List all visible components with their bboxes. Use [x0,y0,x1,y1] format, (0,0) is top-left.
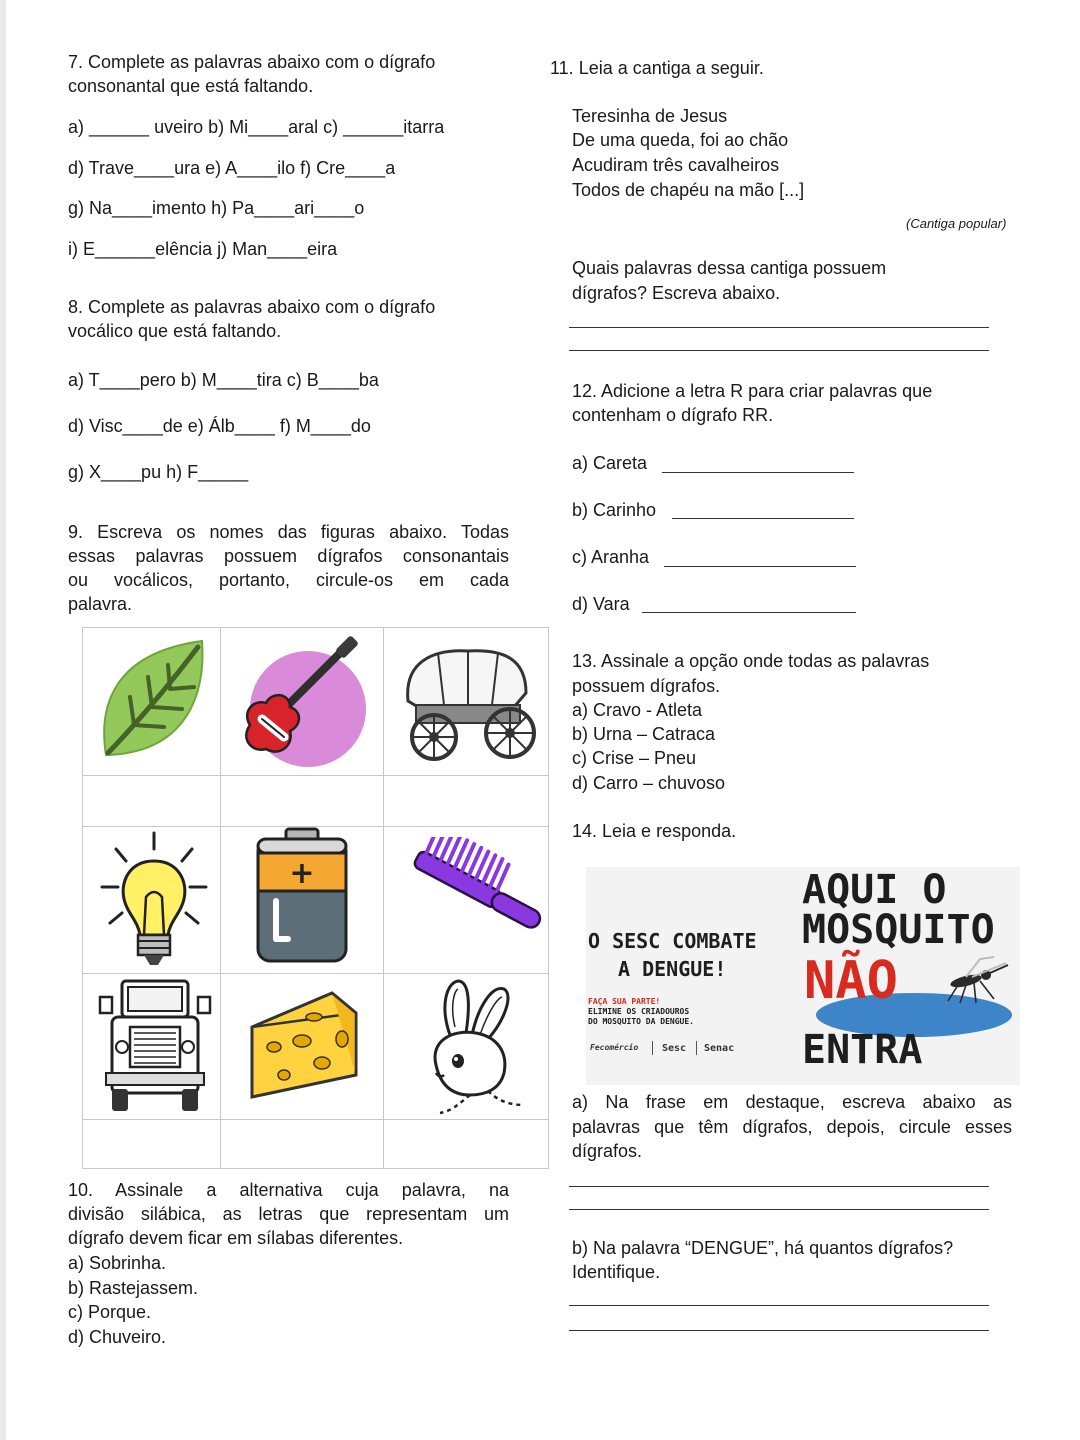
mosquito-icon [936,955,1020,1005]
q14-title: 14. Leia e responda. [572,821,737,841]
q7-row: i) E______elência j) Man____eira [68,239,338,259]
dengue-poster [586,867,1020,1085]
q11-question: Quais palavras dessa cantiga possuem [572,258,887,278]
q12-item: b) Carinho [572,500,657,520]
q14a-line: palavras que têm dígrafos, depois, circule esses [572,1117,1012,1137]
q11-verse: Todos de chapéu na mão [...] [572,180,805,200]
poster-fine2: ELIMINE OS CRIADOUROS [588,1007,690,1016]
q10-option[interactable]: b) Rastejassem. [68,1278,199,1298]
q9-line: ou vocálicos, portanto, circule-os em cada [68,570,509,590]
q12-title-cont: contenham o dígrafo RR. [572,405,774,425]
q14a-line: dígrafos. [572,1141,643,1161]
q7-row: a) ______ uveiro b) Mi____aral c) ______itarra [68,117,445,137]
answer-line[interactable] [569,327,989,328]
q9-line: palavra. [68,594,133,614]
q9-line: essas palavras possuem dígrafos consonantais [68,546,509,566]
battery-icon [248,827,356,967]
page-edge [0,0,6,1440]
leaf-icon [94,635,212,767]
answer-line[interactable] [642,612,856,613]
truck-icon [96,977,214,1115]
answer-line[interactable] [569,1305,989,1306]
figure-grid [82,627,549,1169]
answer-line[interactable] [569,1209,989,1210]
q10-option[interactable]: d) Chuveiro. [68,1327,167,1347]
poster-line1: O SESC COMBATE [588,929,757,953]
poster-line2: A DENGUE! [618,957,727,981]
q10-line: divisão silábica, as letras que representam um [68,1204,509,1224]
poster-nao: NÃO [804,951,898,1011]
q13-title: 13. Assinale a opção onde todas as palavras [572,651,930,671]
q12-item: a) Careta [572,453,648,473]
q8-title: 8. Complete as palavras abaixo com o dígrafo [68,297,436,317]
comb-icon [388,837,544,967]
answer-line[interactable] [569,1330,989,1331]
q8-row: a) T____pero b) M____tira c) B____ba [68,370,379,390]
q10-line: 10. Assinale a alternativa cuja palavra, na [68,1180,509,1200]
covered-wagon-icon [394,641,540,767]
q10-option[interactable]: c) Porque. [68,1302,152,1322]
poster-logo-sesc: Sesc [662,1043,687,1054]
q14a-line: a) Na frase em destaque, escreva abaixo as [572,1092,1012,1112]
poster-logo-senac: Senac [704,1043,735,1054]
q11-source: (Cantiga popular) [906,216,1007,231]
poster-mosquito: MOSQUITO [802,907,995,953]
q11-question-cont: dígrafos? Escreva abaixo. [572,283,781,303]
poster-logo-fecomercio: Fecomércio [590,1043,639,1052]
q9-line: 9. Escreva os nomes das figuras abaixo. Todas [68,522,509,542]
q13-option[interactable]: d) Carro – chuvoso [572,773,726,793]
cheese-icon [244,989,362,1103]
poster-entra: ENTRA [802,1027,923,1073]
answer-line[interactable] [672,518,854,519]
q14b-question-cont: Identifique. [572,1262,661,1282]
q8-row: g) X____pu h) F_____ [68,462,249,482]
q12-item: c) Aranha [572,547,650,567]
q10-option[interactable]: a) Sobrinha. [68,1253,167,1273]
q7-row: d) Trave____ura e) A____ilo f) Cre____a [68,158,396,178]
q12-title: 12. Adicione a letra R para criar palavras que [572,381,933,401]
battery-plus-sign: + [289,856,315,891]
q7-row: g) Na____imento h) Pa____ari____o [68,198,365,218]
q7-title-cont: consonantal que está faltando. [68,76,314,96]
poster-fine1: FAÇA SUA PARTE! [588,997,661,1006]
q7-title: 7. Complete as palavras abaixo com o dígrafo [68,52,436,72]
poster-fine3: DO MOSQUITO DA DENGUE. [588,1017,694,1026]
q13-option[interactable]: c) Crise – Pneu [572,748,697,768]
q14b-question: b) Na palavra “DENGUE”, há quantos dígrafos? [572,1238,954,1258]
answer-line[interactable] [569,350,989,351]
q11-verse: Teresinha de Jesus [572,106,728,126]
answer-line[interactable] [662,472,854,473]
guitar-icon [232,633,372,771]
answer-line[interactable] [664,566,856,567]
poster-aqui-o: AQUI O [802,867,947,913]
q8-title-cont: vocálico que está faltando. [68,321,282,341]
light-bulb-icon [96,831,212,969]
q8-row: d) Visc____de e) Álb____ f) M____do [68,416,371,436]
q11-verse: De uma queda, foi ao chão [572,130,789,150]
answer-line[interactable] [569,1186,989,1187]
q10-line: dígrafo devem ficar em sílabas diferentes. [68,1228,404,1248]
q13-option[interactable]: b) Urna – Catraca [572,724,716,744]
q13-title-cont: possuem dígrafos. [572,676,721,696]
q11-verse: Acudiram três cavalheiros [572,155,780,175]
q11-title: 11. Leia a cantiga a seguir. [550,58,764,78]
q13-option[interactable]: a) Cravo - Atleta [572,700,703,720]
q12-item: d) Vara [572,594,630,614]
rabbit-icon [400,977,530,1115]
